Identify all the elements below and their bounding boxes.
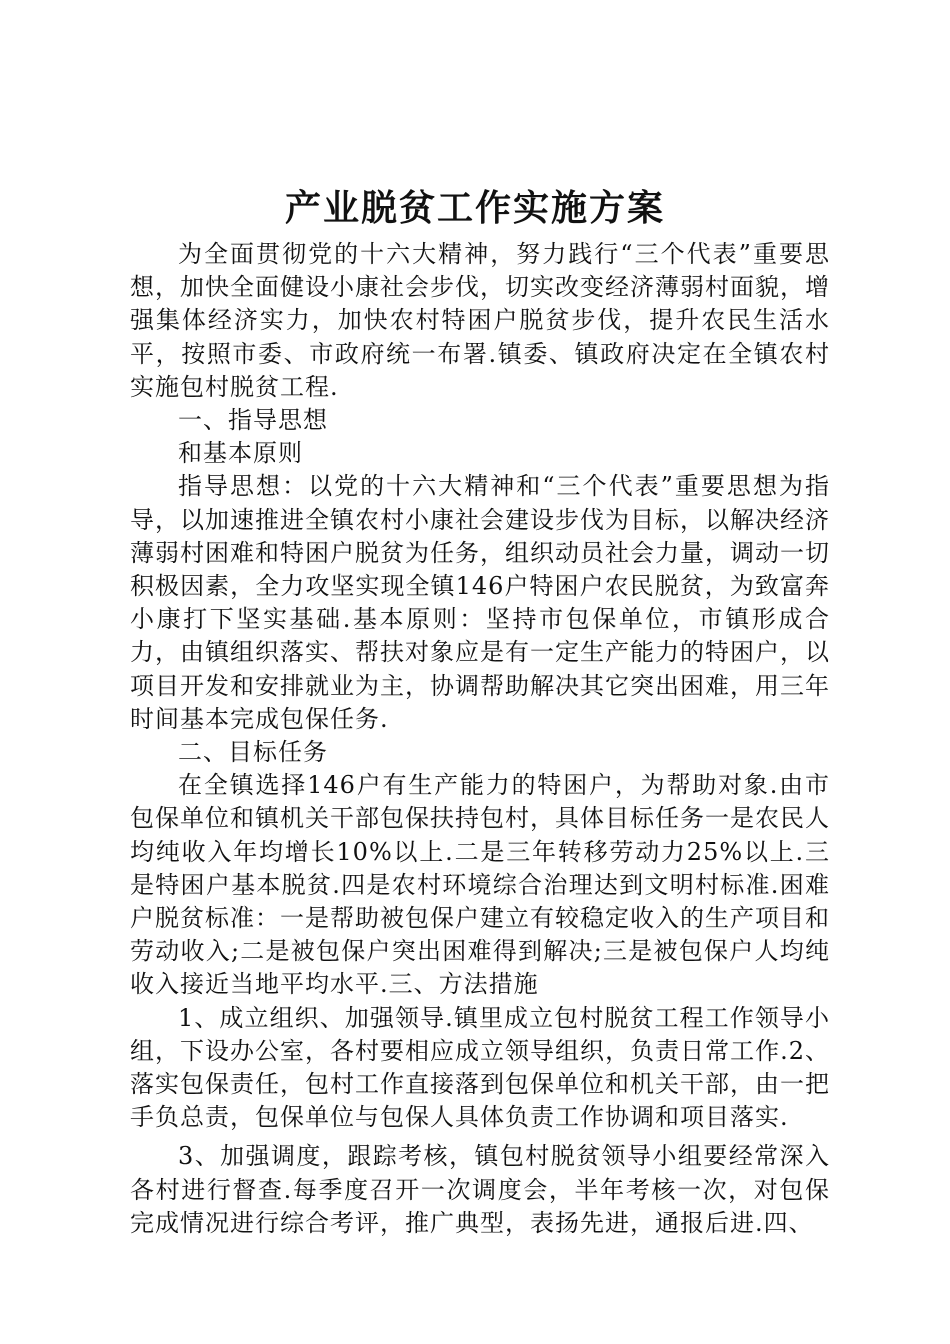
paragraph-goals: 在全镇选择146户有生产能力的特困户，为帮助对象.由市包保单位和镇机关干部包保扶持包村，具体目标任务一是农民人均纯收入年均增长10%以上.二是三年转移劳动力25%以上.三是特困户基本脱贫.四是农村环境综合治理达到文明村标准.困难户脱贫标准：一是帮助被包保户建立有较稳定收入的生产项目和劳动收入;二是被包保户突出困难得到解决;三是被包保户人均纯收入接近当地平均水平.三、方法措施 (130, 771, 830, 999)
heading-basic-principles: 和基本原则 (178, 439, 303, 468)
paragraph-measures-1-2: 1、成立组织、加强领导.镇里成立包村脱贫工程工作领导小组，下设办公室，各村要相应成立领导组织，负责日常工作.2、落实包保责任，包村工作直接落到包保单位和机关干部，由一把手负总责，包保单位与包保人具体负责工作协调和项目落实. (130, 1003, 830, 1132)
heading-guiding-thought: 一、指导思想 (178, 406, 328, 435)
paragraph-intro: 为全面贯彻党的十六大精神，努力践行“三个代表”重要思想，加快全面健设小康社会步伐，切实改变经济薄弱村面貌，增强集体经济实力，加快农村特困户脱贫步伐，提升农民生活水平，按照市委、市政府统一布署.镇委、镇政府决定在全镇农村实施包村脱贫工程. (130, 240, 830, 401)
paragraph-guiding-thought: 指导思想：以党的十六大精神和“三个代表”重要思想为指导，以加速推进全镇农村小康社会建设步伐为目标，以解决经济薄弱村困难和特困户脱贫为任务，组织动员社会力量，调动一切积极因素，全力攻坚实现全镇146户特困户农民脱贫，为致富奔小康打下坚实基础.基本原则：坚持市包保单位，市镇形成合力，由镇组织落实、帮扶对象应是有一定生产能力的特困户，以项目开发和安排就业为主，协调帮助解决其它突出困难，用三年时间基本完成包保任务. (130, 472, 830, 733)
document-body (130, 238, 830, 1240)
heading-goals: 二、目标任务 (178, 738, 328, 767)
paragraph-measures-3: 3、加强调度，跟踪考核，镇包村脱贫领导小组要经常深入各村进行督查.每季度召开一次调度会，半年考核一次，对包保完成情况进行综合考评，推广典型，表扬先进，通报后进.四、 (130, 1142, 830, 1237)
document-title: 产业脱贫工作实施方案 (284, 187, 665, 229)
